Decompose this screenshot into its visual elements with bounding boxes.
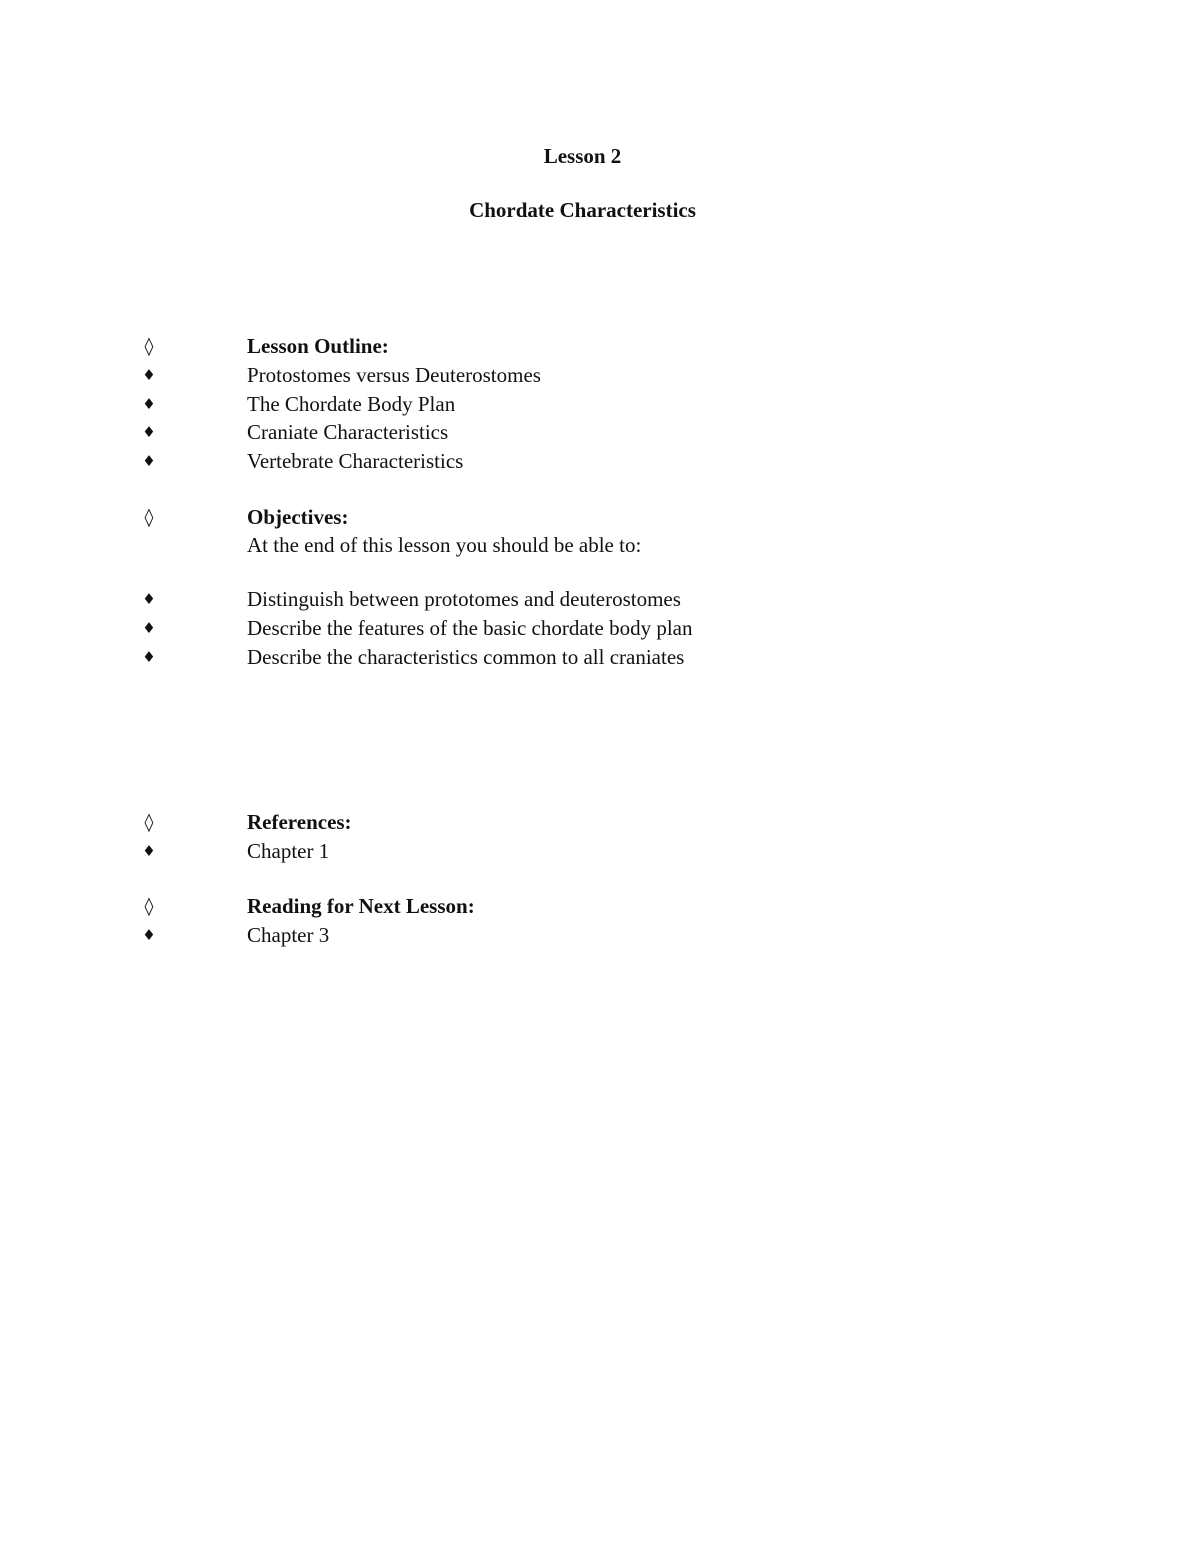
objective-item: Distinguish between prototomes and deuterostomes: [247, 587, 681, 611]
list-item: [0, 361, 1200, 390]
solid-diamond-bullet-icon: ♦: [142, 590, 156, 608]
list-item: [0, 585, 1200, 614]
solid-diamond-bullet-icon: ♦: [142, 366, 156, 384]
open-diamond-bullet-icon: ◊: [144, 507, 154, 528]
references-heading: References:: [247, 810, 352, 834]
objectives-heading: Objectives:: [247, 505, 349, 529]
solid-diamond-bullet-icon: ♦: [142, 452, 156, 470]
objectives-intro: At the end of this lesson you should be able to:: [247, 533, 642, 557]
outline-item: The Chordate Body Plan: [247, 392, 456, 416]
open-diamond-bullet-icon: ◊: [144, 896, 154, 917]
open-diamond-bullet-icon: ◊: [144, 336, 154, 357]
outline-item: Craniate Characteristics: [247, 420, 449, 444]
reading-section-heading: [0, 892, 1200, 921]
solid-diamond-bullet-icon: ♦: [142, 648, 156, 666]
reading-item: Chapter 3: [247, 923, 330, 947]
outline-section-heading: [0, 332, 1200, 361]
solid-diamond-bullet-icon: ♦: [142, 842, 156, 860]
lesson-number: Lesson 2: [543, 144, 622, 168]
outline-heading: Lesson Outline:: [247, 334, 389, 358]
list-item: [0, 418, 1200, 447]
outline-item: Protostomes versus Deuterostomes: [247, 363, 541, 387]
page-title: Chordate Characteristics: [469, 198, 696, 222]
solid-diamond-bullet-icon: ♦: [142, 926, 156, 944]
references-section-heading: [0, 808, 1200, 837]
outline-item: Vertebrate Characteristics: [247, 449, 464, 473]
objective-item: Describe the characteristics common to all craniates: [247, 645, 685, 669]
solid-diamond-bullet-icon: ♦: [142, 423, 156, 441]
reference-item: Chapter 1: [247, 839, 330, 863]
list-item: [0, 837, 1200, 866]
solid-diamond-bullet-icon: ♦: [142, 395, 156, 413]
objective-item: Describe the features of the basic chordate body plan: [247, 616, 693, 640]
objectives-intro-row: [0, 531, 1200, 560]
list-item: [0, 447, 1200, 476]
reading-heading: Reading for Next Lesson:: [247, 894, 475, 918]
solid-diamond-bullet-icon: ♦: [142, 619, 156, 637]
list-item: [0, 643, 1200, 672]
list-item: [0, 921, 1200, 950]
open-diamond-bullet-icon: ◊: [144, 812, 154, 833]
list-item: [0, 614, 1200, 643]
list-item: [0, 390, 1200, 419]
objectives-section-heading: [0, 503, 1200, 532]
